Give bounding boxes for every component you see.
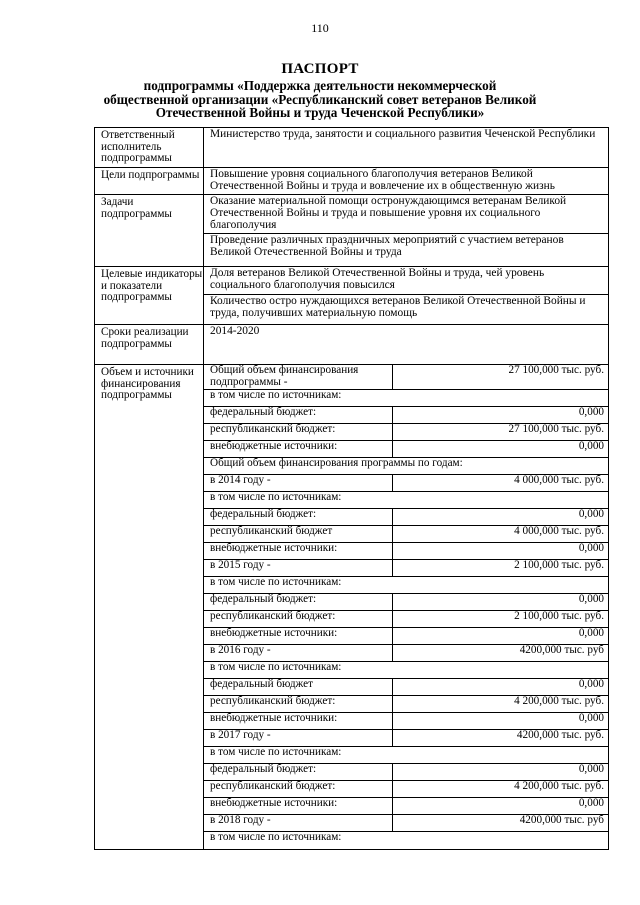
financing-source-name: внебюджетные источники: — [204, 713, 393, 730]
financing-amount: 0,000 — [393, 441, 609, 458]
financing-row — [204, 509, 608, 526]
financing-amount: 2 100,000 тыс. руб. — [393, 560, 609, 577]
row-label: Объем и источники финансирования подпрограммы — [101, 366, 194, 401]
document-subtitle — [60, 79, 580, 120]
subtitle-line: общественной организации «Республиканский совет ветеранов Великой — [103, 91, 537, 107]
financing-table — [204, 365, 608, 848]
financing-line-text: в том числе по источникам: — [204, 832, 608, 849]
financing-amount: 4 000,000 тыс. руб. — [393, 526, 609, 543]
row-label: Ответственный исполнитель подпрограммы — [101, 129, 175, 164]
financing-amount: 4200,000 тыс. руб. — [393, 730, 609, 747]
financing-amount: 2 100,000 тыс. руб. — [393, 611, 609, 628]
indicator-item: Количество остро нуждающихся ветеранов Великой Отечественной Войны и труда, получивших материальную помощь — [210, 295, 586, 319]
financing-source-name: Общий объем финансирования подпрограммы - — [204, 365, 393, 390]
financing-amount: 4200,000 тыс. руб — [393, 645, 609, 662]
financing-amount: 0,000 — [393, 594, 609, 611]
financing-row — [204, 543, 608, 560]
financing-source-name: республиканский бюджет — [204, 526, 393, 543]
row-goals — [95, 168, 609, 195]
financing-row — [204, 390, 608, 407]
financing-line-text: в том числе по источникам: — [204, 747, 608, 764]
financing-row — [204, 365, 608, 390]
financing-amount: 4200,000 тыс. руб — [393, 815, 609, 832]
row-content: 2014-2020 — [210, 325, 260, 337]
financing-source-name: внебюджетные источники: — [204, 543, 393, 560]
financing-source-name: республиканский бюджет: — [204, 781, 393, 798]
financing-source-name: в 2017 году - — [204, 730, 393, 747]
passport-table — [94, 127, 609, 850]
row-terms — [95, 325, 609, 365]
row-label: Задачи подпрограммы — [101, 196, 172, 220]
task-item: Проведение различных праздничных мероприятий с участием ветеранов Великой Отечественной Войны и труда — [210, 234, 564, 258]
financing-amount: 0,000 — [393, 628, 609, 645]
financing-row — [204, 764, 608, 781]
financing-source-name: федеральный бюджет: — [204, 407, 393, 424]
financing-row — [204, 492, 608, 509]
financing-line-text: в том числе по источникам: — [204, 577, 608, 594]
financing-source-name: республиканский бюджет: — [204, 696, 393, 713]
financing-amount: 0,000 — [393, 509, 609, 526]
row-label: Целевые индикаторы и показатели подпрограммы — [101, 268, 203, 303]
financing-source-name: в 2018 году - — [204, 815, 393, 832]
financing-row — [204, 662, 608, 679]
financing-row — [204, 781, 608, 798]
financing-row — [204, 730, 608, 747]
financing-line-text: в том числе по источникам: — [204, 662, 608, 679]
financing-source-name: федеральный бюджет: — [204, 509, 393, 526]
financing-amount: 0,000 — [393, 764, 609, 781]
document-title: ПАСПОРТ — [281, 61, 359, 77]
financing-row — [204, 696, 608, 713]
financing-row — [204, 526, 608, 543]
row-tasks — [95, 195, 609, 267]
financing-amount: 0,000 — [393, 407, 609, 424]
financing-row — [204, 798, 608, 815]
row-content: Министерство труда, занятости и социального развития Чеченской Республики — [210, 128, 596, 140]
row-label: Цели подпрограммы — [101, 169, 200, 181]
financing-row — [204, 747, 608, 764]
financing-row — [204, 815, 608, 832]
row-label: Сроки реализации подпрограммы — [101, 326, 189, 350]
financing-source-name: внебюджетные источники: — [204, 628, 393, 645]
financing-source-name: в 2015 году - — [204, 560, 393, 577]
financing-source-name: в 2016 году - — [204, 645, 393, 662]
financing-source-name: федеральный бюджет: — [204, 764, 393, 781]
financing-row — [204, 679, 608, 696]
financing-row — [204, 628, 608, 645]
financing-amount: 0,000 — [393, 543, 609, 560]
financing-row — [204, 594, 608, 611]
financing-amount: 0,000 — [393, 679, 609, 696]
subtitle-line: Отечественной Войны и труда Чеченской Республики» — [155, 105, 485, 120]
financing-row — [204, 560, 608, 577]
row-content: Повышение уровня социального благополучия ветеранов Великой Отечественной Войны и труда и вовлечение их в общественную жизнь — [210, 168, 555, 192]
financing-amount: 0,000 — [393, 798, 609, 815]
financing-row — [204, 832, 608, 849]
financing-source-name: республиканский бюджет: — [204, 611, 393, 628]
task-item: Оказание материальной помощи остронуждающимся ветеранам Великой Отечественной Войны и труда и повышение уровня их социального благополучия — [204, 195, 608, 234]
financing-row — [204, 713, 608, 730]
financing-line-text: в том числе по источникам: — [204, 492, 608, 509]
financing-amount: 27 100,000 тыс. руб. — [508, 364, 604, 376]
financing-source-name: федеральный бюджет — [204, 679, 393, 696]
financing-amount: 4 000,000 тыс. руб. — [393, 475, 609, 492]
financing-row — [204, 441, 608, 458]
financing-source-name: республиканский бюджет: — [204, 424, 393, 441]
page-number: 110 — [311, 21, 329, 35]
financing-amount: 4 200,000 тыс. руб. — [393, 781, 609, 798]
row-financing — [95, 365, 609, 850]
financing-source-name: федеральный бюджет: — [204, 594, 393, 611]
financing-source-name: в 2014 году - — [204, 475, 393, 492]
indicator-item: Доля ветеранов Великой Отечественной Войны и труда, чей уровень социального благополучия повысился — [204, 267, 608, 295]
financing-row — [204, 645, 608, 662]
financing-source-name: внебюджетные источники: — [204, 798, 393, 815]
financing-amount: 0,000 — [393, 713, 609, 730]
financing-line-text: Общий объем финансирования программы по годам: — [204, 458, 608, 475]
row-responsible — [95, 128, 609, 168]
row-indicators — [95, 267, 609, 325]
financing-amount: 27 100,000 тыс. руб. — [393, 424, 609, 441]
financing-source-name: внебюджетные источники: — [204, 441, 393, 458]
financing-row — [204, 475, 608, 492]
financing-row — [204, 611, 608, 628]
financing-row — [204, 577, 608, 594]
subtitle-line: подпрограммы «Поддержка деятельности некоммерческой — [143, 78, 497, 93]
financing-row — [204, 424, 608, 441]
financing-amount: 4 200,000 тыс. руб. — [393, 696, 609, 713]
financing-row — [204, 407, 608, 424]
financing-row — [204, 458, 608, 475]
financing-line-text: в том числе по источникам: — [204, 390, 608, 407]
